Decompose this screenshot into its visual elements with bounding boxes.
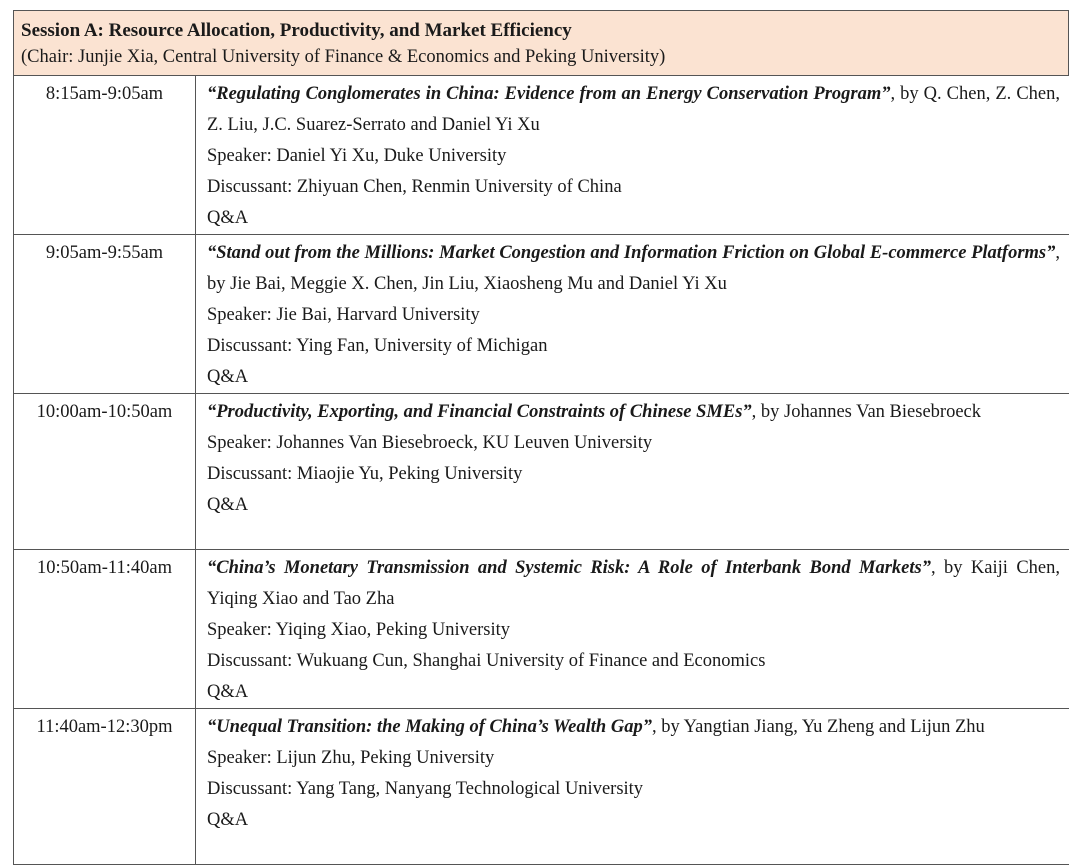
table-row [14, 235, 1070, 394]
talk-details [196, 394, 1070, 550]
talk-discussant: Discussant: Zhiyuan Chen, Renmin University of China [207, 177, 622, 197]
talk-speaker: Speaker: Lijun Zhu, Peking University [207, 748, 495, 768]
talk-qa: Q&A [207, 682, 249, 702]
talk-speaker: Speaker: Johannes Van Biesebroeck, KU Leuven University [207, 433, 653, 453]
talk-details [196, 235, 1070, 394]
talk-authors: , by Yangtian Jiang, Yu Zheng and Lijun Zhu [651, 717, 985, 737]
talk-qa: Q&A [207, 208, 249, 228]
table-row [14, 709, 1070, 865]
talk-discussant: Discussant: Ying Fan, University of Michigan [207, 336, 548, 356]
talk-speaker: Speaker: Daniel Yi Xu, Duke University [207, 146, 507, 166]
talk-discussant: Discussant: Wukuang Cun, Shanghai University of Finance and Economics [207, 651, 766, 671]
talk-time: 10:00am-10:50am [14, 394, 196, 550]
talk-time: 11:40am-12:30pm [14, 709, 196, 865]
talk-details [196, 550, 1070, 709]
schedule-table [13, 76, 1069, 865]
talk-authors: , by Q. Chen, Z. Chen, Z. Liu, J.C. Suarez-Serrato and Daniel Yi Xu [207, 84, 1061, 135]
talk-time: 10:50am-11:40am [14, 550, 196, 709]
table-row [14, 394, 1070, 550]
talk-authors: , by Jie Bai, Meggie X. Chen, Jin Liu, Xiaosheng Mu and Daniel Yi Xu [207, 243, 1060, 294]
talk-title: “Stand out from the Millions: Market Congestion and Information Friction on Global E-commerce Platforms” [207, 243, 1056, 263]
session-title: Session A: Resource Allocation, Productivity, and Market Efficiency [21, 20, 572, 41]
talk-qa: Q&A [207, 367, 249, 387]
session-schedule [13, 10, 1069, 865]
session-header [13, 10, 1069, 76]
talk-time: 8:15am-9:05am [14, 76, 196, 235]
table-row [14, 76, 1070, 235]
talk-speaker: Speaker: Jie Bai, Harvard University [207, 305, 480, 325]
talk-speaker: Speaker: Yiqing Xiao, Peking University [207, 620, 510, 640]
talk-authors: , by Johannes Van Biesebroeck [751, 402, 981, 422]
talk-discussant: Discussant: Yang Tang, Nanyang Technological University [207, 779, 644, 799]
talk-title: “Unequal Transition: the Making of China’s Wealth Gap” [207, 717, 652, 737]
session-chair: (Chair: Junjie Xia, Central University of Finance & Economics and Peking University) [21, 47, 666, 67]
talk-title: “Regulating Conglomerates in China: Evidence from an Energy Conservation Program” [207, 84, 891, 104]
talk-discussant: Discussant: Miaojie Yu, Peking University [207, 464, 523, 484]
talk-qa: Q&A [207, 495, 249, 515]
talk-qa: Q&A [207, 810, 249, 830]
talk-title: “Productivity, Exporting, and Financial Constraints of Chinese SMEs” [207, 402, 752, 422]
talk-time: 9:05am-9:55am [14, 235, 196, 394]
talk-details [196, 76, 1070, 235]
talk-details [196, 709, 1070, 865]
talk-title: “China’s Monetary Transmission and Systemic Risk: A Role of Interbank Bond Markets” [207, 558, 931, 578]
talk-authors: , by Kaiji Chen, Yiqing Xiao and Tao Zha [207, 558, 1060, 609]
table-row [14, 550, 1070, 709]
